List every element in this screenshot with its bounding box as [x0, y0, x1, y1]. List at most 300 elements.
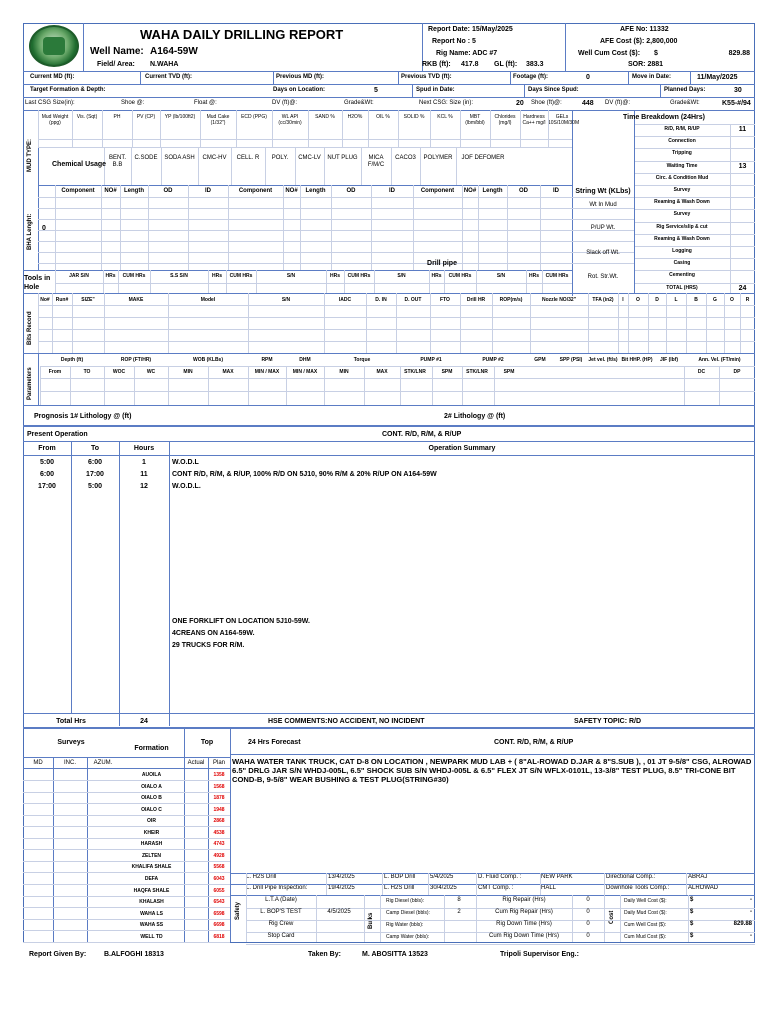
time-total-value: 24 [738, 284, 747, 292]
formation-name: KHALIFA SHALE [131, 864, 172, 871]
repair-row-value: 0 [586, 921, 590, 927]
bits-column-header: B [694, 297, 698, 303]
bits-column-header: I [622, 297, 624, 303]
parameter-header: RPM [261, 357, 273, 363]
mud-property-header: YP (lb/100ft2) [164, 114, 196, 120]
grid-col [326, 873, 327, 895]
cost-side-label: Cost [609, 910, 615, 924]
operation-hours: 11 [140, 471, 148, 478]
prognosis-1-label: Prognosis 1# Lithology @ (ft) [34, 413, 132, 420]
bits-column-header: IADC [338, 297, 352, 303]
time-breakdown-label: Tripping [672, 150, 692, 157]
move-in-date-label: Move in Date: [632, 74, 672, 80]
parameter-subheader: STK/LNR [404, 369, 426, 375]
tools-col-divider [344, 270, 345, 293]
bits-col-divider [52, 293, 53, 353]
survey-azum-col: AZUM. [93, 760, 113, 766]
chemical-header: CACO3 [395, 155, 416, 161]
repair-row-value: 0 [586, 933, 590, 939]
bits-row-divider [38, 341, 755, 342]
top-label: Top [200, 739, 214, 746]
company-value-2: ALROWAD [688, 885, 719, 891]
repair-row-label: Rig Repair (Hrs) [502, 897, 546, 903]
time-breakdown-label: Survey [673, 187, 691, 193]
mud-col-divider [460, 110, 461, 147]
afe-no: AFE No: 11332 [620, 26, 669, 33]
chem-col-divider [265, 147, 266, 185]
parameter-subheader: DC [697, 369, 706, 375]
rkb-value: 417.8 [461, 61, 479, 68]
bits-column-header: Model [200, 297, 216, 303]
formation-name: WAHA SS [139, 922, 164, 929]
dv-label: DV (ft)@: [272, 100, 298, 106]
time-breakdown-value: 11 [738, 126, 747, 133]
formation-name: ZELTEN [141, 852, 162, 859]
bulk-row-label: Camp Diesel (bbls): [386, 910, 430, 916]
bits-column-header: O [636, 297, 640, 303]
bits-col-divider [104, 293, 105, 353]
bha-row-divider [38, 241, 634, 242]
formation-row-divider [23, 849, 230, 850]
shoe-label: Shoe @: [121, 100, 145, 106]
bits-col-divider [72, 293, 73, 353]
parameter-header: ROP (FT/HR) [120, 357, 152, 363]
param-row-divider [40, 378, 755, 379]
mud-col-divider [398, 110, 399, 147]
tools-col-divider [374, 270, 375, 293]
mud-col-divider [102, 110, 103, 147]
pup-wt-label: P/UP Wt. [590, 225, 616, 231]
next-csg-label: Next CSG: Size (in): [419, 100, 474, 106]
safety-row-label: L. BOP'S TEST [260, 909, 302, 915]
operation-summary: W.O.D.L. [172, 483, 201, 490]
formation-plan: 4538 [213, 829, 225, 836]
param-col-divider [432, 366, 433, 405]
company-label: CMT Comp. : [478, 885, 514, 891]
tools-column-header: HRs [329, 273, 340, 279]
safety-row-label: Rig Crew [268, 921, 294, 927]
cost-row-value: - [750, 933, 752, 939]
mud-property-header: KCL % [437, 114, 453, 120]
bits-record-label: Bits Record [27, 311, 33, 345]
param-col-divider [168, 366, 169, 405]
next-csg-size: 20 [516, 100, 524, 107]
formation-plan: 1878 [213, 795, 225, 802]
mud-property-header: Chlorides (mg/l) [494, 114, 516, 126]
chem-col-divider [391, 147, 392, 185]
taken-by-label: Taken By: [308, 951, 341, 958]
repair-row-label: Cum Rig Down Time (Hrs) [488, 933, 559, 939]
tools-col-divider [103, 270, 104, 293]
time-total-label: TOTAL (HRS) [666, 284, 698, 291]
bits-column-header: L [674, 297, 678, 303]
time-row-divider [634, 209, 755, 210]
chem-col-divider [198, 147, 199, 185]
bha-column-header: OD [346, 188, 356, 194]
formation-plan: 1948 [213, 806, 225, 813]
tools-column-header: S/N [397, 273, 406, 279]
cost-row-currency: $ [690, 921, 694, 927]
bits-col-divider [38, 293, 39, 353]
bha-column-header: ID [389, 188, 395, 194]
bha-length: 0 [42, 225, 46, 232]
bha-row-divider [38, 252, 634, 253]
grade2-value: K55-#/94 [722, 100, 751, 107]
time-row-divider [634, 234, 755, 235]
company-label-2: Downhole Tools Comp.: [606, 885, 670, 891]
survey-md-col: MD [33, 760, 43, 766]
company-label: D. Fluid Comp. : [478, 874, 522, 880]
ops-from-header: From [38, 445, 56, 452]
safety-side-label: Safety [235, 901, 241, 920]
safety-topic: SAFETY TOPIC: R/D [574, 718, 642, 725]
grade-label: Grade&Wt: [344, 100, 374, 106]
bulk-row-value: 8 [457, 897, 461, 903]
safety-row-label: Stop Card [267, 933, 295, 939]
tools-column-header: JAR S/N [69, 273, 89, 279]
grid-col [246, 873, 247, 895]
bha-row-divider [38, 219, 634, 220]
time-row-divider [634, 185, 755, 186]
bha-column-header: Length [305, 188, 326, 194]
mud-property-header: Mud Weight (ppg) [41, 114, 69, 126]
time-row-divider [634, 136, 755, 137]
param-col-divider [286, 366, 287, 405]
formation-name: OIR [147, 818, 156, 825]
time-breakdown-label: Cementing [669, 272, 695, 279]
parameter-header: WOB (KLBs) [193, 357, 223, 363]
bits-col-divider [740, 293, 741, 353]
chemical-header: POLY. [271, 155, 289, 161]
bha-column-header: OD [519, 188, 528, 194]
field-area: N.WAHA [150, 61, 179, 68]
drill-label: L. Drill Pipe Inspection: [246, 885, 308, 891]
param-col-divider [719, 366, 720, 405]
present-operation-label: Present Operation [27, 431, 88, 438]
mud-property-header: GELs 10S/10M/30M [548, 114, 580, 126]
mud-property-header: ECD (PPG) [241, 114, 267, 120]
shoe2-value: 448 [582, 100, 594, 107]
bits-col-divider [706, 293, 707, 353]
previous-md-label: Previous MD (ft): [276, 74, 324, 80]
days-since-spud-label: Days Since Spud: [528, 87, 579, 93]
bits-row-divider [38, 329, 755, 330]
parameter-subheader: WC [146, 369, 156, 375]
param-col-divider [364, 366, 365, 405]
bits-col-divider [724, 293, 725, 353]
move-in-date: 11/May/2025 [697, 74, 738, 81]
chem-col-divider [161, 147, 162, 185]
string-divider [634, 185, 635, 293]
drill-label-2: L. BOP Drill [384, 874, 416, 880]
parameter-subheader: TO [83, 369, 91, 375]
company-value-2: ABRAJ [688, 874, 708, 880]
cost-row-label: Daily Well Cost ($): [624, 898, 667, 904]
parameter-subheader: SPM [503, 369, 515, 375]
formation-row-divider [23, 872, 230, 873]
parameter-subheader: MAX [222, 369, 234, 375]
bits-column-header: Run# [55, 297, 69, 303]
repair-row-value: 0 [586, 897, 590, 903]
chemical-header: JOF DEFOMER [461, 155, 505, 161]
cost-row-value: - [750, 897, 752, 903]
ops-summary-header: Operation Summary [428, 445, 496, 452]
parameter-subheader: MIN [339, 369, 349, 375]
mud-property-header: Vis. (Sqt) [76, 114, 98, 120]
bits-col-divider [588, 293, 589, 353]
param-col-divider [70, 366, 71, 405]
formation-plan: 6818 [213, 933, 225, 940]
parameter-header: Bit HHP. (HP) [621, 357, 653, 363]
time-row-divider [634, 222, 755, 223]
grid-col [316, 895, 317, 942]
company-value: NEW PARK [541, 874, 573, 880]
repair-row-label: Rig Down Time (Hrs) [496, 921, 552, 927]
time-breakdown-label: Circ. & Condition Mud [655, 174, 709, 181]
bits-column-header: Drill HR [466, 297, 486, 303]
grid-line [230, 895, 755, 896]
total-hrs-label: Total Hrs [56, 718, 86, 725]
footage-label: Footage (ft): [513, 74, 548, 80]
mud-col-divider [200, 110, 201, 147]
bulk-row-label: Rig Water (bbls): [386, 922, 424, 928]
cost-row-label: Cum Well Cost ($): [624, 922, 667, 928]
grid-col [476, 895, 477, 942]
chemical-header: POLYMER [423, 155, 453, 161]
formation-row-divider [23, 792, 230, 793]
drill-date: 19/4/2025 [328, 885, 355, 891]
formation-name: OIALO A [141, 783, 162, 790]
report-given-label: Report Given By: [29, 951, 87, 958]
formation-plan: 4928 [213, 852, 225, 859]
forecast-value: CONT. R/D, R/M, & R/UP [494, 739, 574, 746]
afe-cost: AFE Cost ($): 2,800,000 [600, 38, 678, 45]
tools-column-header: HRs [431, 273, 442, 279]
formation-row-divider [23, 907, 230, 908]
formation-label: Formation [134, 745, 169, 752]
time-breakdown-label: Rig Service/slip & cut [656, 223, 708, 230]
mud-col-divider [520, 110, 521, 147]
rig-name: Rig Name: ADC #7 [436, 50, 498, 57]
time-value-divider [730, 124, 731, 293]
bulk-row-label: Rig Diesel (bbls): [386, 898, 425, 904]
bha-row-divider [38, 263, 634, 264]
chem-col-divider [131, 147, 132, 185]
cost-row-label: Daily Mud Cost ($): [624, 910, 667, 916]
grid-col [246, 895, 247, 942]
sor: SOR: 2881 [628, 61, 664, 68]
parameter-subheader: From [48, 369, 62, 375]
bits-column-header: No# [40, 297, 50, 303]
cost-row-value: - [750, 909, 752, 915]
bha-column-header: Length [482, 188, 503, 194]
planned-days: 30 [734, 87, 742, 94]
formation-row-divider [23, 930, 230, 931]
formation-name: KHEIR [143, 829, 160, 836]
chemical-header: CMC-LV [298, 155, 321, 161]
field-label: Field/ Area: [97, 61, 135, 68]
chem-col-divider [324, 147, 325, 185]
drill-pipe-label: Drill pipe [427, 260, 457, 267]
mud-col-divider [368, 110, 369, 147]
formation-plan: 6598 [213, 910, 225, 917]
taken-by: M. ABOSITTA 13523 [362, 951, 428, 958]
plan-label: Plan [212, 760, 225, 766]
time-row-divider [634, 270, 755, 271]
time-breakdown-label: Survey [673, 211, 691, 218]
parameter-subheader: MIN / MAX [254, 369, 280, 375]
param-col-divider [208, 366, 209, 405]
tools-column-header: CUM HRs [448, 273, 472, 279]
chem-col-divider [295, 147, 296, 185]
prognosis-2-label: 2# Lithology @ (ft) [444, 413, 506, 420]
bits-col-divider [666, 293, 667, 353]
time-breakdown-label: Reaming & Wash Down [654, 199, 710, 206]
tools-col-divider [429, 270, 430, 293]
bha-column-header: Component [420, 188, 455, 194]
time-breakdown-label: Waiting Time [666, 162, 698, 169]
chemical-header: SODA ASH [164, 155, 195, 161]
mud-property-header: WL API (cc/30min) [278, 114, 302, 126]
operation-hours: 1 [142, 459, 146, 466]
well-name: A164-59W [150, 46, 198, 57]
formation-plan: 5568 [213, 864, 225, 871]
time-row-divider [634, 258, 755, 259]
bha-row-divider [38, 208, 634, 209]
operation-summary: CONT R/D, R/M, & R/UP, 100% R/D ON 5J10, 90% R/M & 20% R/UP ON A164-59W [172, 471, 437, 478]
time-breakdown-label: Reaming & Wash Down [654, 235, 710, 242]
formation-name: OIALO C [141, 806, 162, 813]
bits-col-divider [492, 293, 493, 353]
surveys-label: Surveys [57, 739, 85, 746]
tools-col-divider [256, 270, 257, 293]
slack-off-wt-label: Slack off Wt. [586, 250, 620, 256]
grid-col [572, 895, 573, 942]
mud-col-divider [72, 110, 73, 147]
time-breakdown-title: Time Breakdown (24Hrs) [623, 114, 705, 121]
grid-col [476, 873, 477, 895]
grid-col [540, 873, 541, 895]
dv2-label: DV (ft)@: [605, 100, 631, 106]
parameter-header: DHM [299, 357, 311, 363]
tools-col-divider [542, 270, 543, 293]
formation-name: WAHA LS [140, 910, 163, 917]
bits-column-header: SIZE" [81, 297, 95, 303]
ops-to-header: To [90, 445, 100, 452]
operation-summary: W.O.D.L [172, 459, 199, 466]
formation-name: DEFA [144, 875, 159, 882]
mud-col-divider [342, 110, 343, 147]
drill-label: L. H2S Drill [246, 874, 277, 880]
grid-col [364, 895, 365, 942]
bits-column-header: ROP(m/s) [499, 297, 523, 303]
string-wt-title: String Wt (KLbs) [575, 188, 631, 195]
bha-length-label: BHA Lenght: [27, 213, 33, 250]
present-operation-value: CONT. R/D, R/M, & R/UP [382, 431, 462, 438]
bha-column-header: Component [61, 188, 95, 194]
formation-row-divider [23, 780, 230, 781]
bits-column-header: R [745, 297, 750, 303]
time-row-divider [634, 246, 755, 247]
parameter-header: Ann. Vel. (FT/min) [698, 357, 741, 363]
parameter-subheader: MIN / MAX [292, 369, 318, 375]
formation-row-divider [23, 803, 230, 804]
formation-row-divider [23, 884, 230, 885]
tools-column-header: HRs [528, 273, 539, 279]
tools-col-divider [226, 270, 227, 293]
parameter-header: PUMP #2 [482, 357, 504, 363]
repair-row-value: 0 [586, 909, 590, 915]
bha-column-header: ID [553, 188, 559, 194]
parameter-header: Jet vel. (ft/s) [588, 357, 618, 363]
mud-type-label: MUD TYPE: [27, 139, 33, 172]
param-col-divider [462, 366, 463, 405]
tools-column-header: HRs [211, 273, 222, 279]
current-md-label: Current MD (ft): [30, 74, 75, 80]
grid-col [604, 895, 605, 942]
operation-to: 17:00 [86, 471, 104, 478]
drill-label-2: L. H2S Drill [384, 885, 415, 891]
hse-comments: HSE COMMENTS:NO ACCIDENT, NO INCIDENT [268, 718, 425, 725]
tools-column-header: CUM HRs [347, 273, 371, 279]
grid-col [604, 873, 605, 895]
bha-column-header: Length [124, 188, 144, 194]
last-csg-label: Last CSG Size(in): [25, 100, 75, 106]
tools-col-divider [150, 270, 151, 293]
formation-name: WELL TD [140, 933, 163, 940]
operation-note: 4CREANS ON A164-59W. [172, 630, 255, 637]
company-value: HALL [541, 885, 557, 891]
supervisor-label: Tripoli Supervisor Eng.: [500, 951, 579, 958]
bits-col-divider [248, 293, 249, 353]
time-breakdown-label: R/D, R/M, R/UP [664, 126, 700, 132]
param-col-divider [104, 366, 105, 405]
bha-column-header: Component [238, 188, 273, 194]
time-row-divider [634, 148, 755, 149]
formation-name: HAQFA SHALE [133, 887, 170, 894]
well-cum-cost-value: 829.88 [728, 50, 750, 57]
time-row-divider [634, 173, 755, 174]
drill-date-2: 5/4/2025 [430, 874, 454, 880]
formation-plan: 6698 [213, 922, 225, 929]
grid-col [380, 895, 381, 942]
mud-property-header: MBT (lbm/bbl) [465, 114, 485, 126]
formation-plan: 4743 [213, 841, 225, 848]
drill-date: 13/4/2025 [328, 874, 355, 880]
spud-date-label: Spud in Date: [416, 87, 455, 93]
chemical-header: BENT. B.B [108, 155, 126, 168]
well-cum-cost-currency: $ [654, 50, 658, 57]
mud-col-divider [430, 110, 431, 147]
grid-col [428, 873, 429, 895]
bha-column-header: ID [205, 188, 211, 194]
tools-column-header: S/N [286, 273, 296, 279]
parameter-header: SPP (PSI) [559, 357, 583, 363]
chemical-header: NUT PLUG [327, 155, 358, 161]
survey-inc-col: INC. [64, 760, 76, 766]
tools-column-header: S.S S/N [170, 273, 188, 279]
mud-property-header: H2O% [347, 114, 363, 120]
grid-col [444, 895, 445, 942]
cost-row-currency: $ [690, 933, 694, 939]
days-on-location: 5 [374, 87, 378, 94]
formation-name: AUOILA [141, 772, 162, 778]
tools-col-divider [55, 270, 56, 293]
time-breakdown-label: Logging [672, 248, 692, 254]
bits-col-divider [530, 293, 531, 353]
chemical-header: CELL. R [236, 155, 260, 161]
param-row-divider [40, 391, 755, 392]
